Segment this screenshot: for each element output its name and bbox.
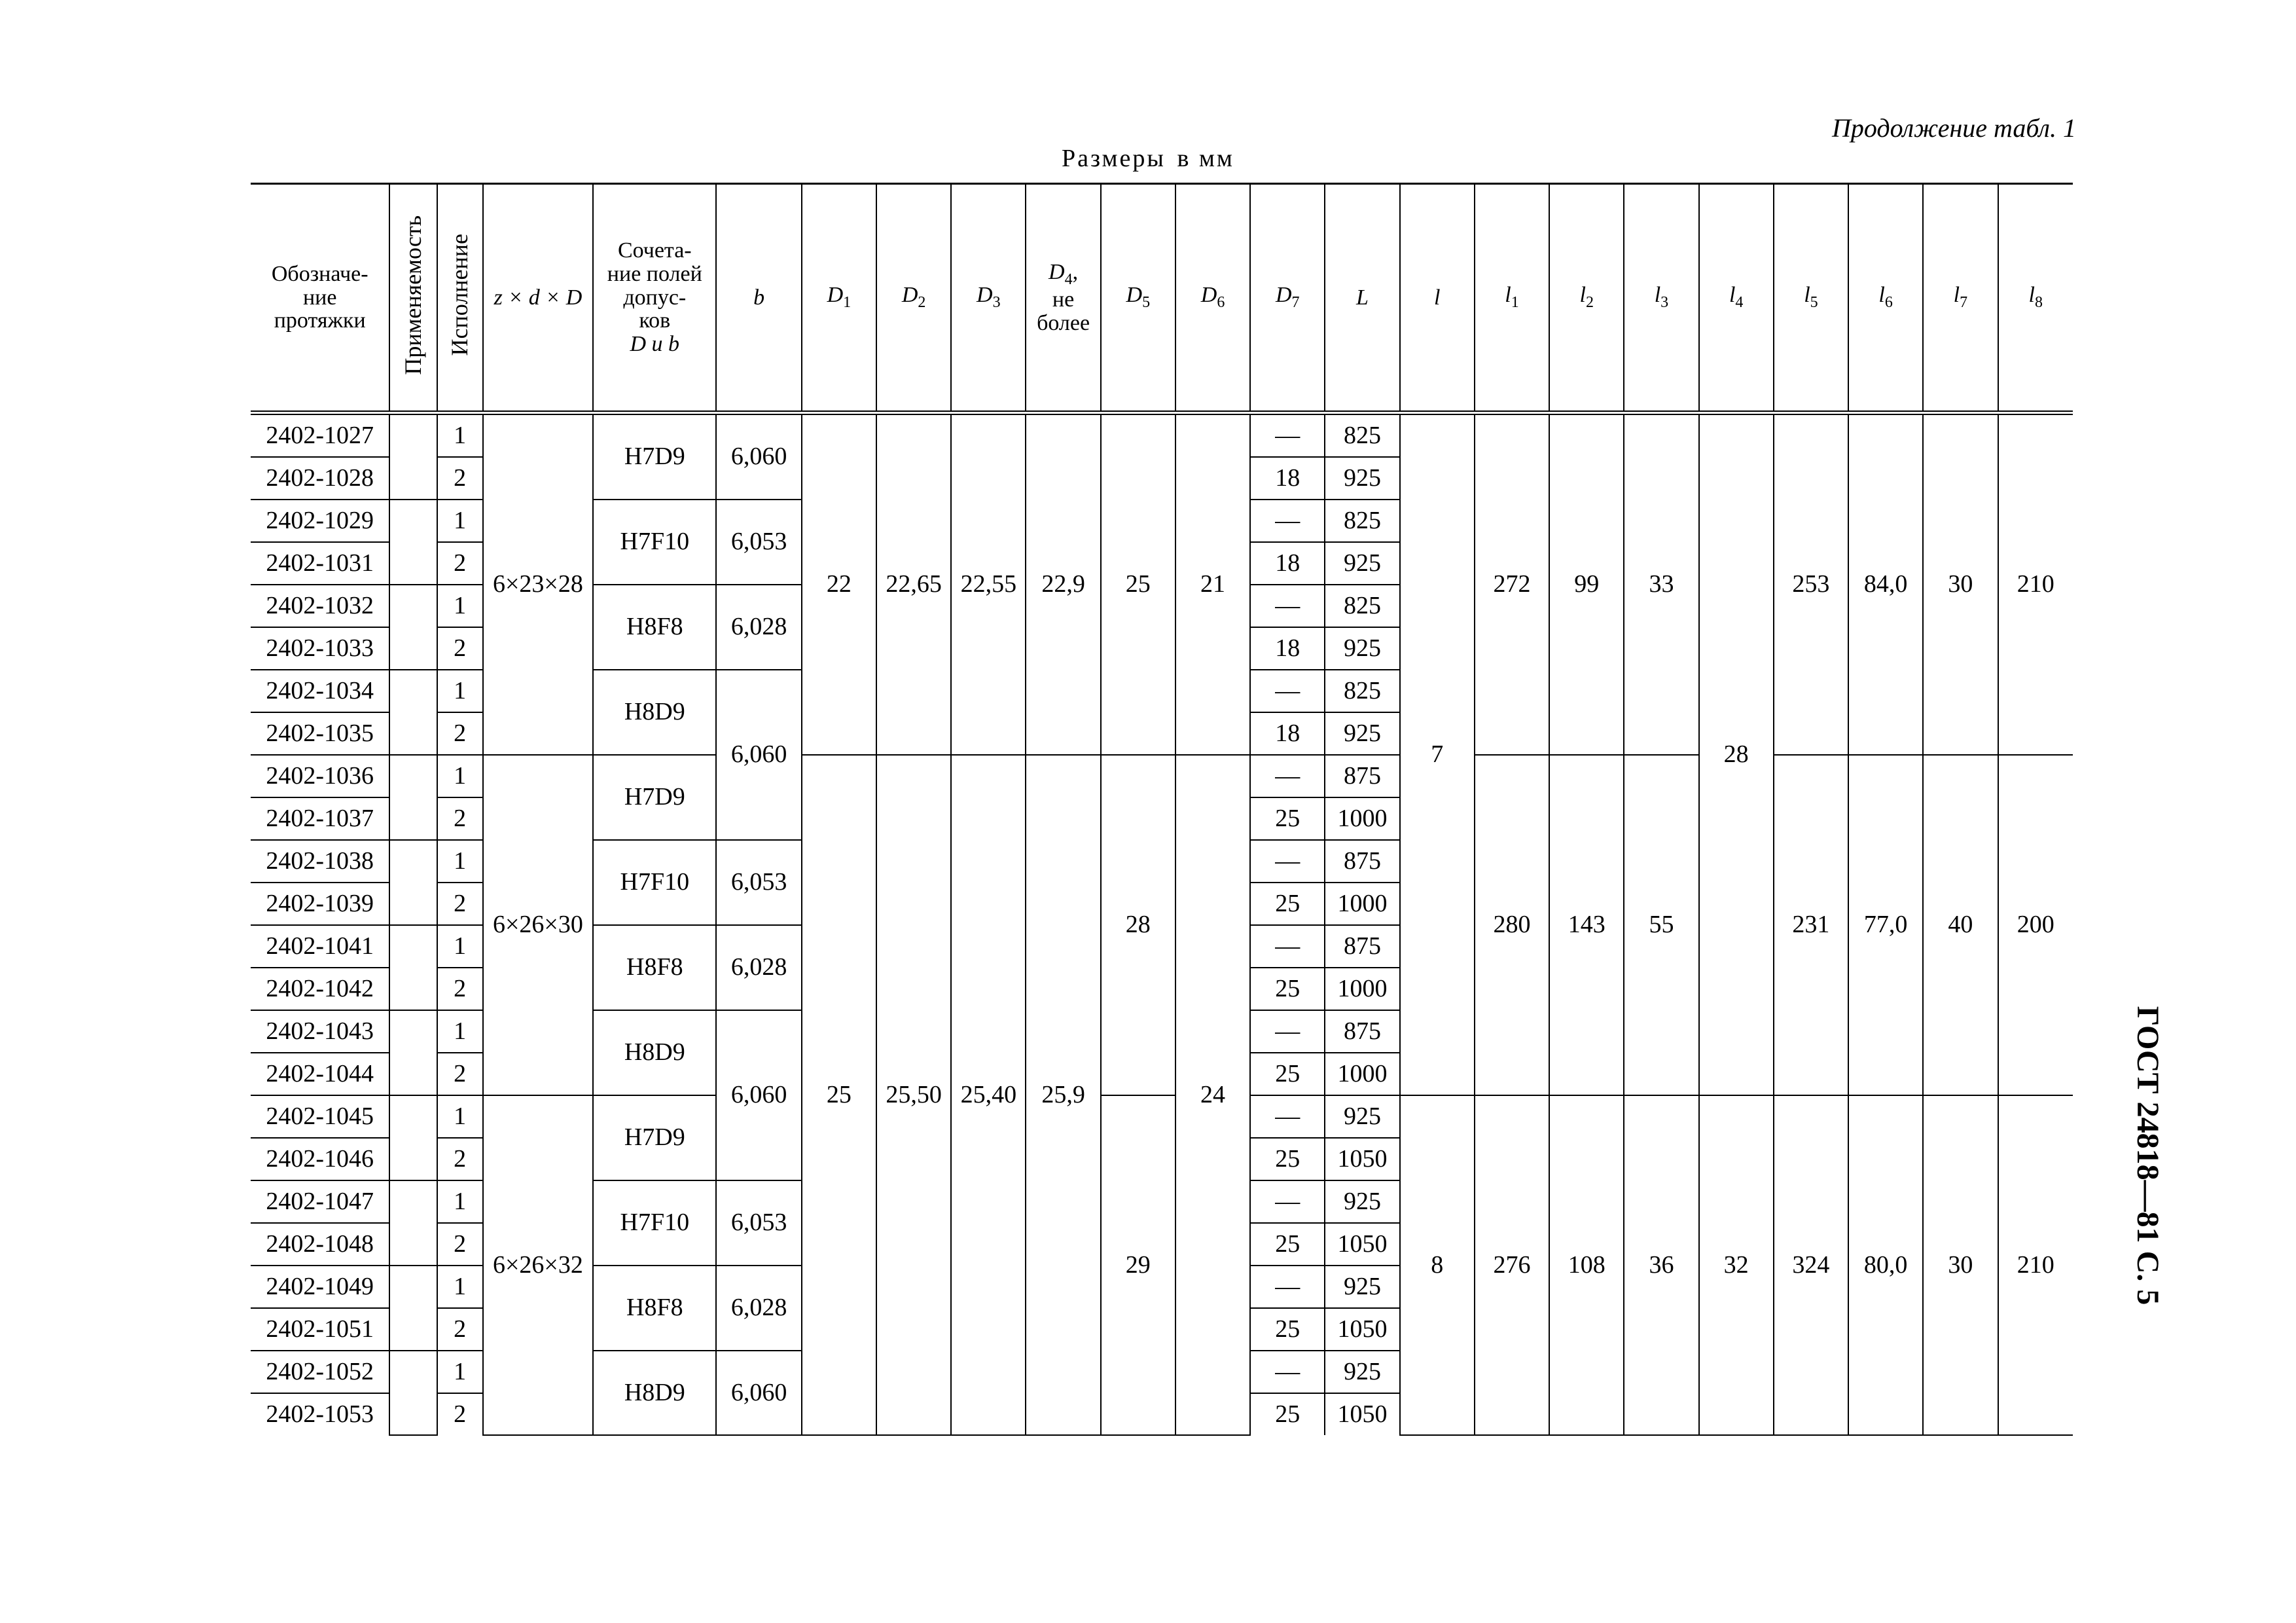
l2-cell: 99: [1549, 413, 1624, 756]
applicability-cell: [389, 413, 437, 500]
l1-cell: 276: [1475, 1095, 1549, 1435]
fits-cell: H8F8: [593, 925, 716, 1010]
L-cell: 925: [1325, 1351, 1399, 1393]
L-cell: 1000: [1325, 883, 1399, 925]
D7-cell: 25: [1250, 1308, 1325, 1351]
designation-cell: 2402-1047: [251, 1180, 389, 1223]
L-cell: 925: [1325, 457, 1399, 500]
L-cell: 1050: [1325, 1138, 1399, 1180]
L-cell: 1050: [1325, 1223, 1399, 1266]
l3-cell: 55: [1624, 755, 1698, 1095]
version-cell: 1: [437, 1180, 483, 1223]
L-cell: 925: [1325, 1266, 1399, 1308]
units-label: Размеры: [1062, 145, 1166, 172]
L-cell: 925: [1325, 712, 1399, 755]
D5-cell: 29: [1101, 1095, 1175, 1435]
version-cell: 1: [437, 1010, 483, 1053]
units-value: в мм: [1177, 145, 1234, 172]
fits-cell: H7D9: [593, 1095, 716, 1180]
version-cell: 2: [437, 457, 483, 500]
b-cell: 6,060: [716, 670, 801, 840]
designation-cell: 2402-1038: [251, 840, 389, 883]
L-cell: 1050: [1325, 1393, 1399, 1435]
designation-cell: 2402-1051: [251, 1308, 389, 1351]
table-row: [251, 755, 2073, 797]
fits-cell: H7F10: [593, 500, 716, 585]
continuation-note: Продолжение табл. 1: [1831, 113, 2076, 143]
l5-cell: 231: [1774, 755, 1848, 1095]
designation-cell: 2402-1035: [251, 712, 389, 755]
applicability-cell: [389, 1266, 437, 1351]
designation-cell: 2402-1029: [251, 500, 389, 542]
version-cell: 1: [437, 500, 483, 542]
table-row: [251, 413, 2073, 458]
D2-cell: 25,50: [876, 755, 951, 1435]
version-cell: 2: [437, 1053, 483, 1095]
l3-cell: 36: [1624, 1095, 1698, 1435]
header-l1: $l_1$: [1475, 184, 1549, 413]
L-cell: 925: [1325, 627, 1399, 670]
l2-cell: 108: [1549, 1095, 1624, 1435]
header-D4: $D_4$, не более: [1026, 184, 1100, 413]
L-cell: 875: [1325, 755, 1399, 797]
l8-cell: 210: [1998, 413, 2073, 756]
D7-cell: 18: [1250, 712, 1325, 755]
L-cell: 875: [1325, 925, 1399, 968]
applicability-cell: [389, 840, 437, 925]
l7-cell: 40: [1923, 755, 1998, 1095]
applicability-cell: [389, 925, 437, 1010]
version-cell: 2: [437, 1138, 483, 1180]
table-row: [251, 1095, 2073, 1138]
version-cell: 1: [437, 670, 483, 712]
header-D6: $D_6$: [1175, 184, 1250, 413]
fits-cell: H8D9: [593, 1351, 716, 1435]
D4-cell: 22,9: [1026, 413, 1100, 756]
D7-cell: 18: [1250, 457, 1325, 500]
designation-cell: 2402-1053: [251, 1393, 389, 1435]
applicability-cell: [389, 1010, 437, 1095]
L-cell: 925: [1325, 1095, 1399, 1138]
D7-cell: 18: [1250, 627, 1325, 670]
L-cell: 825: [1325, 413, 1399, 458]
header-l5: $l_5$: [1774, 184, 1848, 413]
designation-cell: 2402-1032: [251, 585, 389, 627]
header-version: Исполнение: [437, 184, 483, 413]
l3-cell: 33: [1624, 413, 1698, 756]
header-l8: $l_8$: [1998, 184, 2073, 413]
L-cell: 1050: [1325, 1308, 1399, 1351]
designation-cell: 2402-1034: [251, 670, 389, 712]
b-cell: 6,060: [716, 1351, 801, 1435]
header-fits: Сочета- ние полей допус- ков D и b: [593, 184, 716, 413]
version-cell: 1: [437, 1095, 483, 1138]
designation-cell: 2402-1043: [251, 1010, 389, 1053]
header-designation: Обозначе- ние протяжки: [251, 184, 389, 413]
version-cell: 2: [437, 1393, 483, 1435]
designation-cell: 2402-1048: [251, 1223, 389, 1266]
fits-cell: H7F10: [593, 840, 716, 925]
l8-cell: 210: [1998, 1095, 2073, 1435]
version-cell: 1: [437, 840, 483, 883]
header-b: b: [716, 184, 801, 413]
D7-cell: 25: [1250, 797, 1325, 840]
D7-cell: 25: [1250, 1393, 1325, 1435]
D7-cell: 25: [1250, 968, 1325, 1010]
L-cell: 825: [1325, 500, 1399, 542]
fits-cell: H7D9: [593, 755, 716, 840]
l5-cell: 324: [1774, 1095, 1848, 1435]
l6-cell: 80,0: [1848, 1095, 1923, 1435]
version-cell: 2: [437, 1308, 483, 1351]
zdD-cell: 6×23×28: [483, 413, 593, 756]
designation-cell: 2402-1033: [251, 627, 389, 670]
L-cell: 825: [1325, 670, 1399, 712]
D5-cell: 25: [1101, 413, 1175, 756]
version-cell: 1: [437, 1266, 483, 1308]
applicability-cell: [389, 500, 437, 585]
header-D1: $D_1$: [802, 184, 876, 413]
D7-cell: —: [1250, 840, 1325, 883]
designation-cell: 2402-1044: [251, 1053, 389, 1095]
b-cell: 6,028: [716, 585, 801, 670]
designation-cell: 2402-1031: [251, 542, 389, 585]
designation-cell: 2402-1041: [251, 925, 389, 968]
zdD-cell: 6×26×32: [483, 1095, 593, 1435]
version-cell: 1: [437, 585, 483, 627]
D7-cell: 18: [1250, 542, 1325, 585]
fits-cell: H8D9: [593, 670, 716, 755]
header-row: [251, 184, 2073, 413]
D6-cell: 21: [1175, 413, 1250, 756]
b-cell: 6,053: [716, 1180, 801, 1266]
applicability-cell: [389, 1351, 437, 1435]
designation-cell: 2402-1052: [251, 1351, 389, 1393]
fits-cell: H8F8: [593, 1266, 716, 1351]
l8-cell: 200: [1998, 755, 2073, 1095]
designation-cell: 2402-1045: [251, 1095, 389, 1138]
L-cell: 875: [1325, 1010, 1399, 1053]
b-cell: 6,060: [716, 413, 801, 500]
version-cell: 1: [437, 413, 483, 458]
l5-cell: 253: [1774, 413, 1848, 756]
header-applicability: Применяемость: [389, 184, 437, 413]
header-l2: $l_2$: [1549, 184, 1624, 413]
l1-cell: 272: [1475, 413, 1549, 756]
b-cell: 6,053: [716, 500, 801, 585]
version-cell: 2: [437, 1223, 483, 1266]
applicability-cell: [389, 755, 437, 840]
l7-cell: 30: [1923, 413, 1998, 756]
broach-dimensions-table: [251, 183, 2073, 1436]
header-L: L: [1325, 184, 1399, 413]
D7-cell: —: [1250, 1095, 1325, 1138]
header-D2: $D_2$: [876, 184, 951, 413]
b-cell: 6,053: [716, 840, 801, 925]
D5-cell: 28: [1101, 755, 1175, 1095]
designation-cell: 2402-1036: [251, 755, 389, 797]
D7-cell: —: [1250, 755, 1325, 797]
fits-cell: H8F8: [593, 585, 716, 670]
fits-cell: H7D9: [593, 413, 716, 500]
l-cell: 8: [1400, 1095, 1475, 1435]
fits-cell: H8D9: [593, 1010, 716, 1095]
D1-cell: 22: [802, 413, 876, 756]
applicability-cell: [389, 670, 437, 755]
L-cell: 875: [1325, 840, 1399, 883]
l2-cell: 143: [1549, 755, 1624, 1095]
D6-cell: 24: [1175, 755, 1250, 1435]
D3-cell: 25,40: [951, 755, 1026, 1435]
version-cell: 2: [437, 627, 483, 670]
header-l6: $l_6$: [1848, 184, 1923, 413]
header-l4: $l_4$: [1699, 184, 1774, 413]
D7-cell: —: [1250, 1010, 1325, 1053]
l-cell: 7: [1400, 413, 1475, 1096]
L-cell: 1000: [1325, 1053, 1399, 1095]
D7-cell: 25: [1250, 1138, 1325, 1180]
standard-page-code: ГОСТ 24818—81 С. 5: [2130, 1006, 2166, 1305]
version-cell: 1: [437, 755, 483, 797]
b-cell: 6,028: [716, 1266, 801, 1351]
header-l7: $l_7$: [1923, 184, 1998, 413]
designation-cell: 2402-1027: [251, 413, 389, 458]
L-cell: 1000: [1325, 968, 1399, 1010]
L-cell: 925: [1325, 1180, 1399, 1223]
header-D7: $D_7$: [1250, 184, 1325, 413]
D7-cell: —: [1250, 1266, 1325, 1308]
L-cell: 1000: [1325, 797, 1399, 840]
L-cell: 825: [1325, 585, 1399, 627]
designation-cell: 2402-1042: [251, 968, 389, 1010]
D7-cell: —: [1250, 925, 1325, 968]
D1-cell: 25: [802, 755, 876, 1435]
D7-cell: —: [1250, 585, 1325, 627]
version-cell: 2: [437, 542, 483, 585]
designation-cell: 2402-1028: [251, 457, 389, 500]
version-cell: 2: [437, 797, 483, 840]
version-cell: 2: [437, 712, 483, 755]
l6-cell: 77,0: [1848, 755, 1923, 1095]
l4-cell: 28: [1699, 413, 1774, 1096]
version-cell: 1: [437, 925, 483, 968]
designation-cell: 2402-1037: [251, 797, 389, 840]
D3-cell: 22,55: [951, 413, 1026, 756]
header-l: l: [1400, 184, 1475, 413]
l4-cell: 32: [1699, 1095, 1774, 1435]
D7-cell: —: [1250, 670, 1325, 712]
header-D3: $D_3$: [951, 184, 1026, 413]
l1-cell: 280: [1475, 755, 1549, 1095]
D4-cell: 25,9: [1026, 755, 1100, 1435]
D7-cell: —: [1250, 500, 1325, 542]
zdD-cell: 6×26×30: [483, 755, 593, 1095]
designation-cell: 2402-1046: [251, 1138, 389, 1180]
version-cell: 1: [437, 1351, 483, 1393]
D7-cell: 25: [1250, 883, 1325, 925]
L-cell: 925: [1325, 542, 1399, 585]
applicability-cell: [389, 1180, 437, 1266]
l6-cell: 84,0: [1848, 413, 1923, 756]
header-D5: $D_5$: [1101, 184, 1175, 413]
units-caption: [0, 144, 2296, 173]
l7-cell: 30: [1923, 1095, 1998, 1435]
designation-cell: 2402-1049: [251, 1266, 389, 1308]
D7-cell: —: [1250, 413, 1325, 458]
applicability-cell: [389, 1095, 437, 1180]
designation-cell: 2402-1039: [251, 883, 389, 925]
header-l3: $l_3$: [1624, 184, 1698, 413]
D7-cell: —: [1250, 1351, 1325, 1393]
b-cell: 6,060: [716, 1010, 801, 1180]
version-cell: 2: [437, 968, 483, 1010]
fits-cell: H7F10: [593, 1180, 716, 1266]
D7-cell: 25: [1250, 1223, 1325, 1266]
applicability-cell: [389, 585, 437, 670]
D7-cell: —: [1250, 1180, 1325, 1223]
D2-cell: 22,65: [876, 413, 951, 756]
D7-cell: 25: [1250, 1053, 1325, 1095]
b-cell: 6,028: [716, 925, 801, 1010]
version-cell: 2: [437, 883, 483, 925]
header-zdD: z × d × D: [483, 184, 593, 413]
